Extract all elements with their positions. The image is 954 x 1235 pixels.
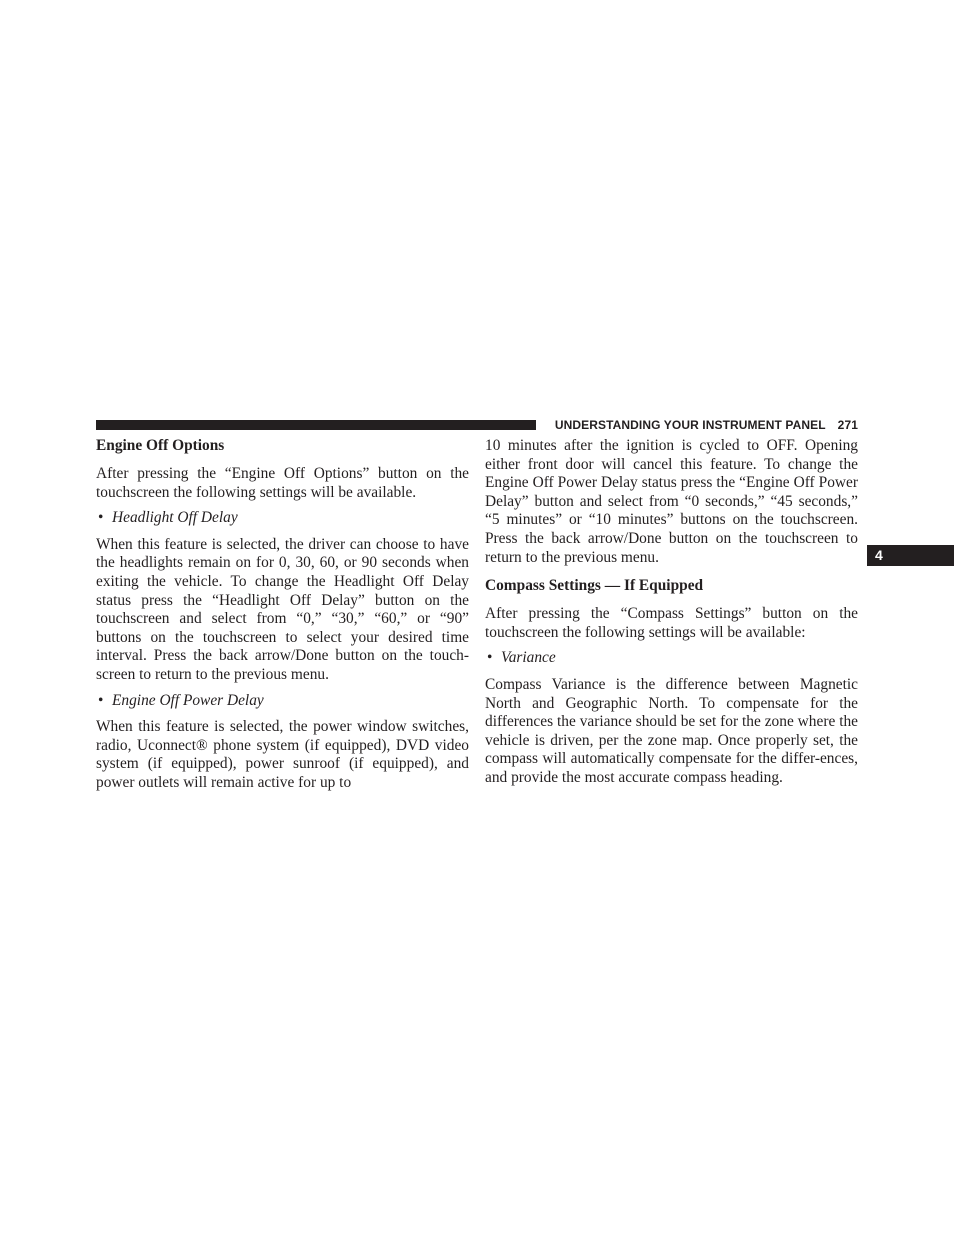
chapter-number: 4 <box>875 547 883 563</box>
power-delay-continued-text: 10 minutes after the ignition is cycled to OFF. Opening either front door will cancel this feature. To change the Engine Off Power Delay status press the “Engine Off Power Delay” button and select from “0 seconds,” “45 seconds,” “5 minutes” or “10 minutes” buttons on the touchscreen. Press the back arrow/Done button on the touchscreen to return to the previous menu. <box>485 437 858 566</box>
bullet-headlight-off-delay <box>96 509 469 528</box>
compass-intro: After pressing the “Compass Settings” button on the touchscreen the following settings will be available: <box>485 605 858 641</box>
bullet-label: Headlight Off Delay <box>112 509 238 527</box>
chapter-tab <box>867 545 954 566</box>
section-title: UNDERSTANDING YOUR INSTRUMENT PANEL <box>554 418 826 432</box>
page-number: 271 <box>837 418 858 432</box>
headlight-off-delay-text: When this feature is selected, the driver can choose to have the headlights remain on for 0, 30, 60, or 90 seconds when exiting the vehicle. To change the Headlight Off Delay status press the “Headlight Off Delay” button on the touchscreen and select from “0,” “30,” “60,” or “90” buttons on the touchscreen to select your desired time interval. Press the back arrow/Done button on the touch-screen to return to the previous menu. <box>96 535 469 683</box>
bullet-label: Variance <box>501 649 556 667</box>
bullet-label: Engine Off Power Delay <box>112 691 264 709</box>
section-heading-engine-off-options: Engine Off Options <box>96 437 225 454</box>
bullet-engine-off-power-delay <box>96 692 469 711</box>
power-delay-text: When this feature is selected, the power window switches, radio, Uconnect® phone system (if equipped), DVD video system (if equipped), power sunroof (if equipped), and power outlets will remain active for up to <box>96 718 469 791</box>
running-header <box>546 418 858 432</box>
bullet-mark: • <box>98 691 104 709</box>
bullet-mark: • <box>487 649 493 667</box>
right-column <box>485 437 858 795</box>
engine-off-intro: After pressing the “Engine Off Options” button on the touchscreen the following settings will be available. <box>96 465 469 501</box>
section-heading-compass-settings: Compass Settings — If Equipped <box>485 577 704 595</box>
variance-text: Compass Variance is the difference between Magnetic North and Geographic North. To compensate for the differences the variance should be set for the zone where the vehicle is driven, per the zone map. Once properly set, the compass will automatically compensate for the differ-ences, and provide the most accurate compass heading. <box>485 675 858 786</box>
left-column <box>96 437 469 800</box>
bullet-mark: • <box>98 509 104 527</box>
header-rule <box>96 420 536 430</box>
bullet-variance <box>485 649 858 668</box>
